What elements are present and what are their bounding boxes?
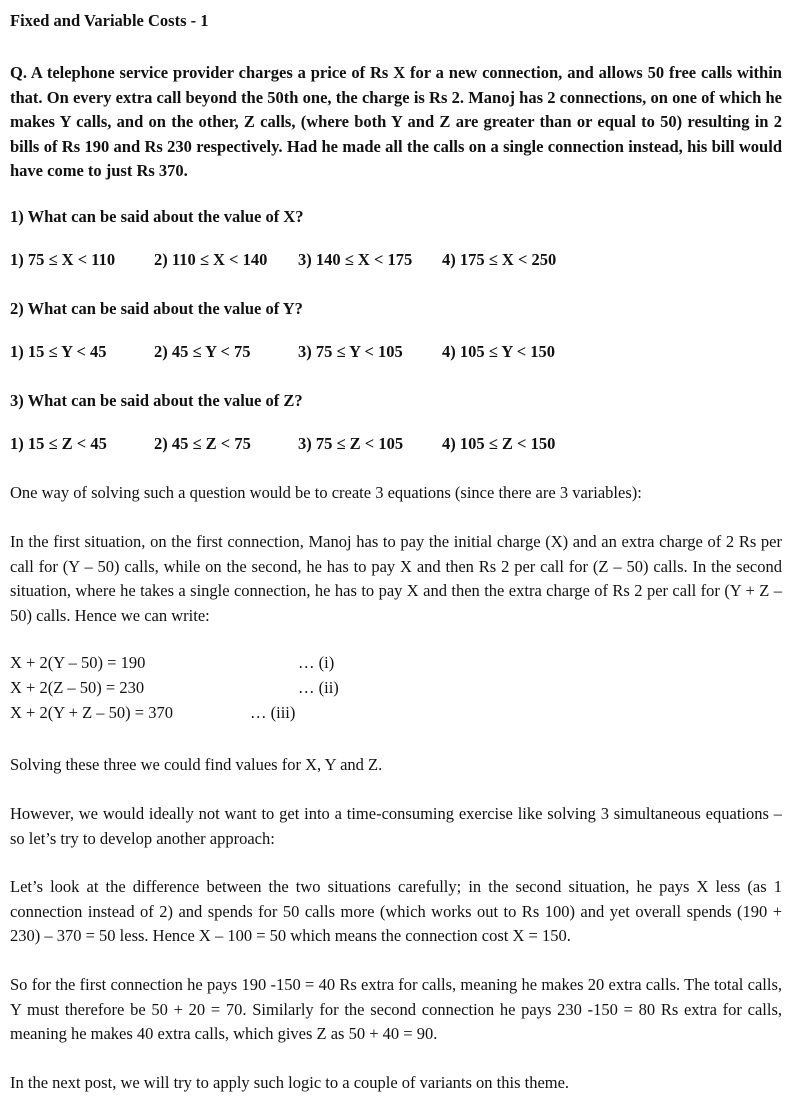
result-paragraph: So for the first connection he pays 190 -150 = 40 Rs extra for calls, meaning he makes 20 extra calls. The total calls, Y must therefore be 50 + 20 = 70. Similarly for the second connection he pays 230 -150 = 80 Rs extra for calls, meaning he makes 40 extra calls, which gives Z as 50 + 40 = 90. bbox=[10, 975, 782, 1043]
sub-question-x: 1) What can be said about the value of X? bbox=[10, 207, 304, 226]
option-y-3: 3) 75 ≤ Y < 105 bbox=[298, 342, 403, 361]
question-text: Q. A telephone service provider charges a price of Rs X for a new connection, and allows 50 free calls within that. On every extra call beyond the 50th one, the charge is Rs 2. Manoj has 2 connections, on one of which he makes Y calls, and on the other, Z calls, (where both Y and Z are greater than or equal to 50) resulting in 2 bills of Rs 190 and Rs 230 respectively. Had he made all the calls on a single connection instead, his bill would have come to just Rs 370. bbox=[10, 63, 782, 180]
sub-question-z: 3) What can be said about the value of Z? bbox=[10, 391, 303, 410]
equation-1-label: … (i) bbox=[298, 653, 335, 672]
difference-paragraph: Let’s look at the difference between the two situations carefully; in the second situation, he pays X less (as 1 connection instead of 2) and spends for 50 calls more (which works out to Rs 100) and yet overall spends (190 + 230) – 370 = 50 less. Hence X – 100 = 50 which means the connection cost X = 150. bbox=[10, 877, 782, 945]
option-z-3: 3) 75 ≤ Z < 105 bbox=[298, 434, 404, 453]
solving-paragraph: Solving these three we could find values for X, Y and Z. bbox=[10, 755, 383, 774]
document-title: Fixed and Variable Costs - 1 bbox=[10, 11, 209, 30]
option-x-4: 4) 175 ≤ X < 250 bbox=[442, 250, 557, 269]
option-z-4: 4) 105 ≤ Z < 150 bbox=[442, 434, 556, 453]
equation-3-expression: X + 2(Y + Z – 50) = 370 bbox=[10, 703, 173, 722]
option-x-2: 2) 110 ≤ X < 140 bbox=[154, 250, 268, 269]
intro-paragraph: One way of solving such a question would be to create 3 equations (since there are 3 variables): bbox=[10, 483, 642, 502]
option-z-1: 1) 15 ≤ Z < 45 bbox=[10, 434, 107, 453]
option-y-1: 1) 15 ≤ Y < 45 bbox=[10, 342, 107, 361]
however-paragraph: However, we would ideally not want to get into a time-consuming exercise like solving 3 simultaneous equations – so let’s try to develop another approach: bbox=[10, 804, 782, 848]
option-y-4: 4) 105 ≤ Y < 150 bbox=[442, 342, 556, 361]
equation-2-expression: X + 2(Z – 50) = 230 bbox=[10, 678, 145, 697]
equation-3-label: … (iii) bbox=[250, 703, 296, 722]
equation-1-expression: X + 2(Y – 50) = 190 bbox=[10, 653, 146, 672]
closing-paragraph: In the next post, we will try to apply such logic to a couple of variants on this theme. bbox=[10, 1073, 570, 1092]
sub-question-y: 2) What can be said about the value of Y? bbox=[10, 299, 303, 318]
option-z-2: 2) 45 ≤ Z < 75 bbox=[154, 434, 251, 453]
option-y-2: 2) 45 ≤ Y < 75 bbox=[154, 342, 251, 361]
equation-2-label: … (ii) bbox=[298, 678, 339, 697]
explanation-paragraph: In the first situation, on the first connection, Manoj has to pay the initial charge (X) and an extra charge of 2 Rs per call for (Y – 50) calls, while on the second, he has to pay X and then Rs 2 per call for (Z – 50) calls. In the second situation, where he takes a single connection, he has to pay X and then the extra charge of Rs 2 per call for (Y + Z – 50) calls. Hence we can write: bbox=[10, 532, 782, 625]
option-x-1: 1) 75 ≤ X < 110 bbox=[10, 250, 116, 269]
option-x-3: 3) 140 ≤ X < 175 bbox=[298, 250, 413, 269]
